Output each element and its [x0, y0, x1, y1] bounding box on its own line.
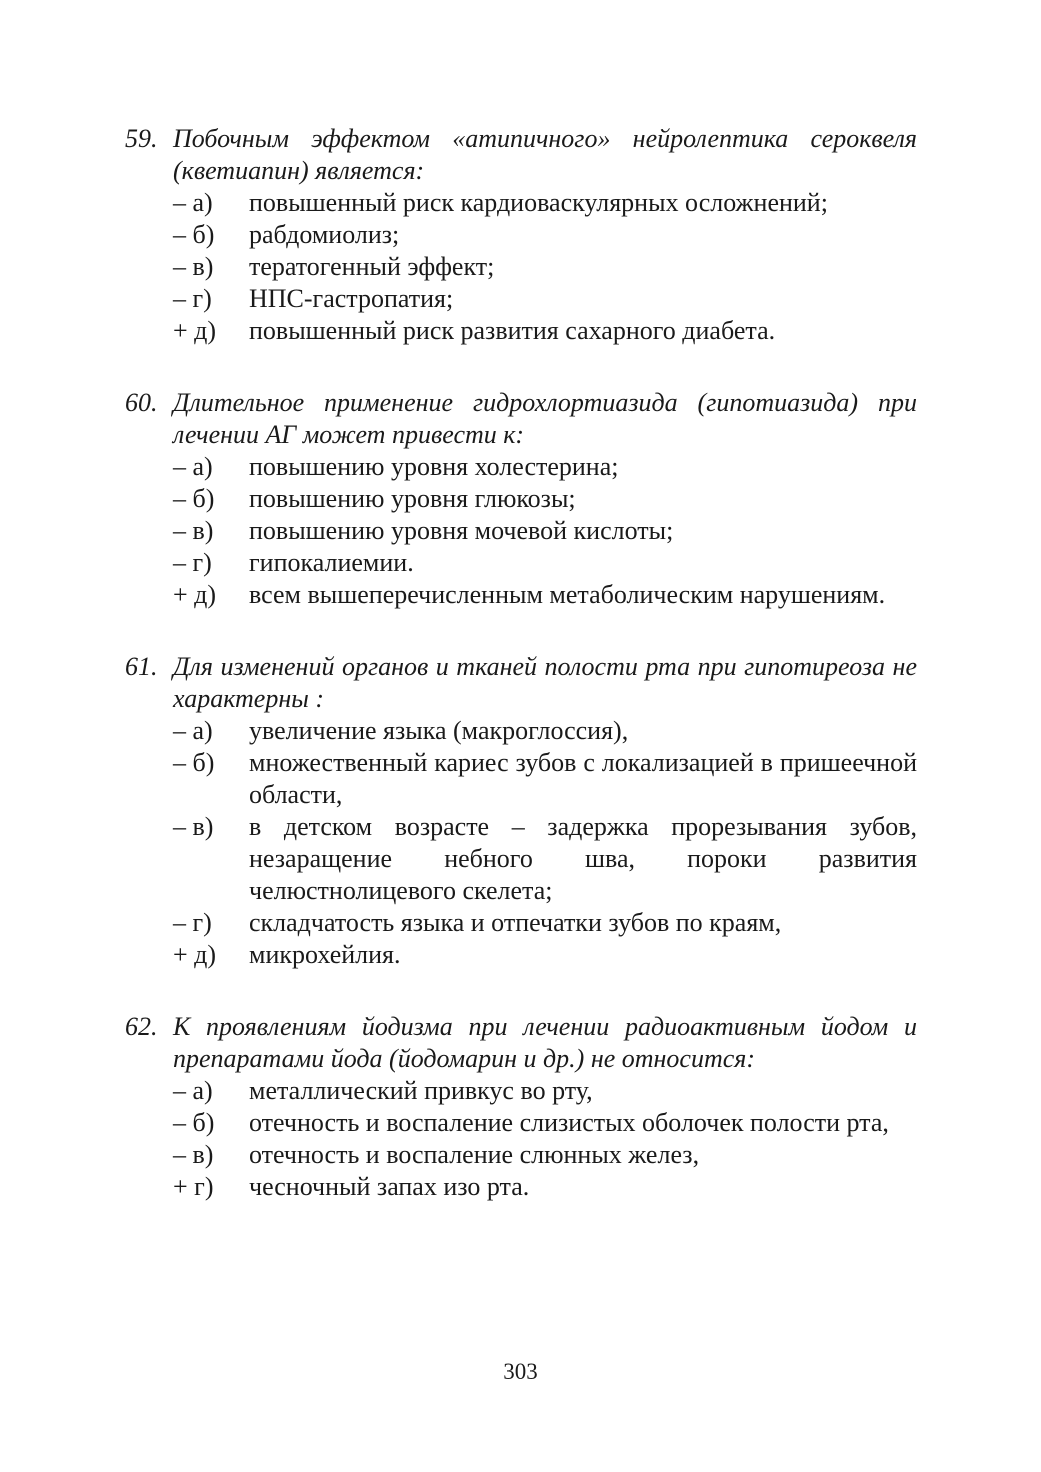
- option-text: НПС-гастропатия;: [249, 284, 454, 313]
- option-text: увеличение языка (макроглоссия),: [249, 716, 629, 745]
- question-60: [125, 387, 917, 611]
- option-text: всем вышеперечисленным метаболическим нарушениям.: [249, 580, 886, 609]
- answer-options: [125, 451, 917, 611]
- option-text: складчатость языка и отпечатки зубов по краям,: [249, 908, 782, 937]
- answer-option: [125, 1075, 917, 1107]
- option-text: отечность и воспаление слизистых оболочек полости рта,: [249, 1108, 889, 1137]
- option-text: рабдомиолиз;: [249, 220, 400, 249]
- answer-options: [125, 715, 917, 971]
- document-page: [125, 123, 917, 1243]
- answer-option: [125, 515, 917, 547]
- option-text: отечность и воспаление слюнных желез,: [249, 1140, 700, 1169]
- option-text: чесночный запах изо рта.: [249, 1172, 530, 1201]
- option-marker: – в): [173, 252, 214, 281]
- question-number: 62.: [125, 1012, 158, 1041]
- option-text: гипокалиемии.: [249, 548, 414, 577]
- answer-option-correct: [125, 315, 917, 347]
- answer-option-correct: [125, 939, 917, 971]
- answer-option: [125, 251, 917, 283]
- option-marker: + г): [173, 1172, 214, 1201]
- option-marker: – а): [173, 188, 213, 217]
- question-header: [125, 387, 917, 451]
- question-header: [125, 123, 917, 187]
- option-marker: – а): [173, 716, 213, 745]
- option-marker: – г): [173, 284, 212, 313]
- question-62: [125, 1011, 917, 1203]
- option-marker: – г): [173, 548, 212, 577]
- option-text: множественный кариес зубов с локализацией в пришеечной области,: [249, 748, 917, 809]
- answer-option: [125, 747, 917, 811]
- answer-options: [125, 187, 917, 347]
- answer-option: [125, 219, 917, 251]
- option-marker: – в): [173, 1140, 214, 1169]
- answer-option: [125, 1139, 917, 1171]
- option-text: в детском возрасте – задержка прорезывания зубов, незаращение небного шва, пороки развития челюстнолицевого скелета;: [249, 812, 917, 905]
- option-marker: – б): [173, 484, 215, 513]
- question-header: [125, 1011, 917, 1075]
- option-marker: – б): [173, 748, 215, 777]
- answer-option: [125, 907, 917, 939]
- question-61: [125, 651, 917, 971]
- option-marker: + д): [173, 580, 217, 609]
- option-text: микрохейлия.: [249, 940, 401, 969]
- answer-option: [125, 483, 917, 515]
- question-text: К проявлениям йодизма при лечении радиоактивным йодом и препаратами йода (йодомарин и др.) не относится:: [173, 1012, 917, 1073]
- question-text: Побочным эффектом «атипичного» нейролептика сероквеля (кветиапин) является:: [173, 124, 917, 185]
- option-marker: – б): [173, 1108, 215, 1137]
- option-marker: + д): [173, 316, 217, 345]
- answer-option: [125, 451, 917, 483]
- option-text: повышению уровня холестерина;: [249, 452, 619, 481]
- option-text: повышенный риск кардиоваскулярных осложнений;: [249, 188, 828, 217]
- option-marker: – б): [173, 220, 215, 249]
- option-marker: – г): [173, 908, 212, 937]
- option-marker: – в): [173, 812, 214, 841]
- option-text: тератогенный эффект;: [249, 252, 495, 281]
- answer-option-correct: [125, 1171, 917, 1203]
- question-59: [125, 123, 917, 347]
- answer-option-correct: [125, 579, 917, 611]
- question-text: Длительное применение гидрохлортиазида (гипотиазида) при лечении АГ может привести к:: [173, 388, 917, 449]
- answer-option: [125, 547, 917, 579]
- answer-options: [125, 1075, 917, 1203]
- answer-option: [125, 187, 917, 219]
- option-text: повышению уровня мочевой кислоты;: [249, 516, 674, 545]
- option-marker: – а): [173, 452, 213, 481]
- question-number: 61.: [125, 652, 158, 681]
- option-marker: + д): [173, 940, 217, 969]
- answer-option: [125, 1107, 917, 1139]
- answer-option: [125, 811, 917, 907]
- option-text: повышению уровня глюкозы;: [249, 484, 576, 513]
- question-text: Для изменений органов и тканей полости рта при гипотиреоза не характерны :: [173, 652, 917, 713]
- question-number: 60.: [125, 388, 158, 417]
- option-marker: – а): [173, 1076, 213, 1105]
- question-header: [125, 651, 917, 715]
- question-number: 59.: [125, 124, 158, 153]
- option-text: металлический привкус во рту,: [249, 1076, 593, 1105]
- answer-option: [125, 283, 917, 315]
- page-number: 303: [503, 1359, 538, 1384]
- option-marker: – в): [173, 516, 214, 545]
- answer-option: [125, 715, 917, 747]
- option-text: повышенный риск развития сахарного диабета.: [249, 316, 776, 345]
